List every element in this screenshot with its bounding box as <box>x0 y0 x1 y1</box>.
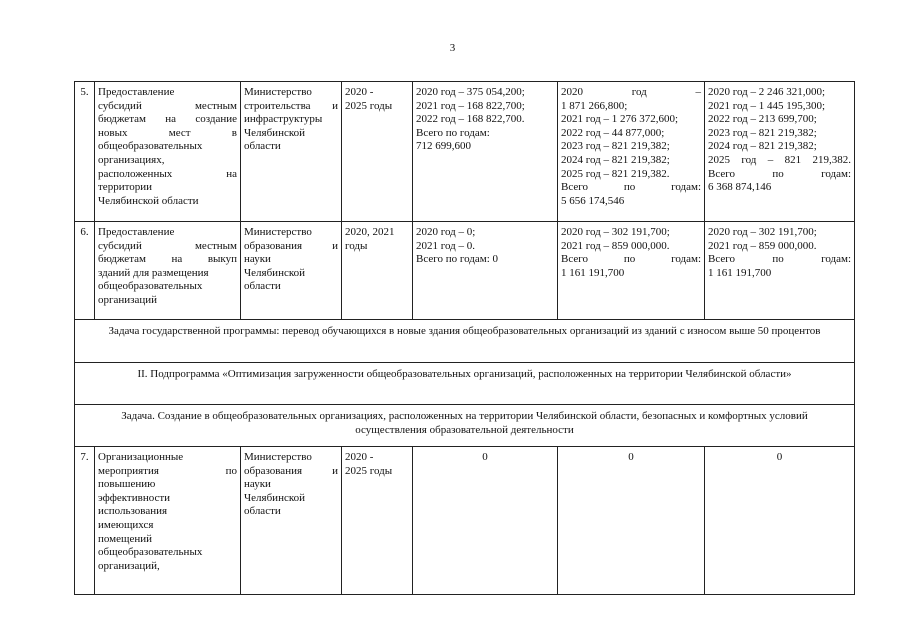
executor-cell <box>241 82 342 222</box>
text-line: 2021 год – 0. <box>416 239 476 252</box>
text-line: образования и <box>244 239 338 252</box>
text-line: общеобразовательных <box>98 280 203 293</box>
table-row <box>75 405 855 447</box>
text-line: 2020 год – 375 054,200; <box>416 86 525 98</box>
text-line: Всего по годам: <box>708 167 851 180</box>
measure-name-cell <box>95 447 241 595</box>
text-line: 2024 год – 821 219,382; <box>708 140 817 153</box>
text-line: 2023 год – 821 219,382; <box>561 140 670 153</box>
text-line: территории <box>98 181 153 194</box>
text-line: годы <box>345 239 368 252</box>
funding-col4-cell: 0 <box>413 447 558 595</box>
table-row <box>75 222 855 320</box>
program-table <box>74 81 855 595</box>
text-line: Министерство <box>244 451 312 463</box>
text-line: общеобразовательных <box>98 140 203 153</box>
text-line: Всего по годам: <box>561 253 701 266</box>
text-line: строительства и <box>244 99 338 112</box>
text-line: общеобразовательных <box>98 546 203 559</box>
text-line: 1 871 266,800; <box>561 99 628 112</box>
text-line: 2021 год – 168 822,700; <box>416 99 525 112</box>
text-line: науки <box>244 253 271 266</box>
funding-col4-cell <box>413 222 558 320</box>
page-number: 3 <box>449 42 456 54</box>
text-line: Всего по годам: 0 <box>416 253 499 266</box>
text-line: 2021 год – 1 445 195,300; <box>708 99 826 112</box>
subprogram-heading-row: II. Подпрограмма «Оптимизация загруженности общеобразовательных организаций, расположенных на территории Челябинской области» <box>75 363 855 405</box>
text-line: 2021 год – 859 000,000. <box>561 239 670 252</box>
text-line: организаций, <box>98 559 160 572</box>
text-line: организациях, <box>98 153 165 166</box>
text-line: Организационные <box>98 451 184 463</box>
text-line: Министерство <box>244 86 312 98</box>
period-cell <box>342 82 413 222</box>
text-line: 2024 год – 821 219,382; <box>561 153 670 166</box>
text-line: 2021 год – 1 276 372,600; <box>561 113 679 126</box>
text-line: 2020 год – 2 246 321,000; <box>708 86 826 98</box>
text-line: Челябинской <box>244 126 306 139</box>
text-line: 2021 год – 859 000,000. <box>708 239 817 252</box>
text-line: 2022 год – 44 877,000; <box>561 126 665 139</box>
funding-col5-cell <box>558 222 705 320</box>
text-line: 6 368 874,146 <box>708 181 772 194</box>
text-line: Челябинской области <box>98 194 199 207</box>
text-line: субсидий местным <box>98 239 237 252</box>
text-line: использования <box>98 505 168 518</box>
text-line: инфраструктуры <box>244 113 323 126</box>
text-line: 1 161 191,700 <box>561 266 625 279</box>
row-number: 7. <box>75 447 95 595</box>
text-line: расположенных на <box>98 167 237 180</box>
text-line: новых мест в <box>98 126 237 139</box>
period-cell <box>342 222 413 320</box>
funding-col5-cell <box>558 82 705 222</box>
text-line: 2025 годы <box>345 464 393 477</box>
program-task-row: Задача государственной программы: перевод обучающихся в новые здания общеобразовательных организаций из зданий с износом выше 50 процентов <box>75 320 855 363</box>
text-line: области <box>244 505 281 518</box>
text-line: 2025 год – 821 219,382. <box>708 153 851 166</box>
text-line: 5 656 174,546 <box>561 194 625 207</box>
row-number: 6. <box>75 222 95 320</box>
text-line: 1 161 191,700 <box>708 266 772 279</box>
text-line: области <box>244 280 281 293</box>
text-line: 2020 год – <box>561 86 701 98</box>
table-row <box>75 363 855 405</box>
text-line: 2020 год – 302 191,700; <box>708 226 817 238</box>
funding-col6-cell <box>705 82 855 222</box>
text-line: бюджетам на выкуп <box>98 253 237 266</box>
executor-cell <box>241 447 342 595</box>
text-line: организаций <box>98 293 158 306</box>
text-line: мероприятия по <box>98 464 237 477</box>
text-line: 2022 год – 213 699,700; <box>708 113 817 126</box>
text-line: Всего по годам: <box>416 126 490 139</box>
text-line: 2023 год – 821 219,382; <box>708 126 817 139</box>
table-row <box>75 82 855 222</box>
text-line: Министерство <box>244 226 312 238</box>
funding-col6-cell <box>705 222 855 320</box>
text-line: Предоставление <box>98 86 175 98</box>
text-line: 2020, 2021 <box>345 226 395 238</box>
funding-col5-cell: 0 <box>558 447 705 595</box>
text-line: 2025 годы <box>345 99 393 112</box>
text-line: Предоставление <box>98 226 175 238</box>
text-line: 2025 год – 821 219,382. <box>561 167 670 180</box>
text-line: 2020 год – 0; <box>416 226 476 238</box>
text-line: повышению <box>98 478 156 491</box>
text-line: помещений <box>98 532 153 545</box>
text-line: бюджетам на создание <box>98 113 237 126</box>
funding-col4-cell <box>413 82 558 222</box>
text-line: 2022 год – 168 822,700. <box>416 113 525 126</box>
text-line: Челябинской <box>244 266 306 279</box>
text-line: субсидий местным <box>98 99 237 112</box>
text-line: области <box>244 140 281 153</box>
text-line: 2020 - <box>345 86 374 98</box>
text-line: науки <box>244 478 271 491</box>
funding-col6-cell: 0 <box>705 447 855 595</box>
table-row <box>75 447 855 595</box>
text-line: образования и <box>244 464 338 477</box>
text-line: Всего по годам: <box>708 253 851 266</box>
text-line: 2020 год – 302 191,700; <box>561 226 670 238</box>
period-cell <box>342 447 413 595</box>
measure-name-cell <box>95 222 241 320</box>
row-number: 5. <box>75 82 95 222</box>
text-line: зданий для размещения <box>98 266 209 279</box>
subprogram-task-row: Задача. Создание в общеобразовательных организациях, расположенных на территории Челябинской области, безопасных и комфортных условий осуществления образовательной деятельности <box>75 405 855 447</box>
text-line: эффективности <box>98 491 171 504</box>
measure-name-cell <box>95 82 241 222</box>
executor-cell <box>241 222 342 320</box>
text-line: 2020 - <box>345 451 374 463</box>
text-line: имеющихся <box>98 518 154 531</box>
text-line: 712 699,600 <box>416 140 471 153</box>
text-line: Всего по годам: <box>561 181 701 194</box>
text-line: Челябинской <box>244 491 306 504</box>
table-row <box>75 320 855 363</box>
